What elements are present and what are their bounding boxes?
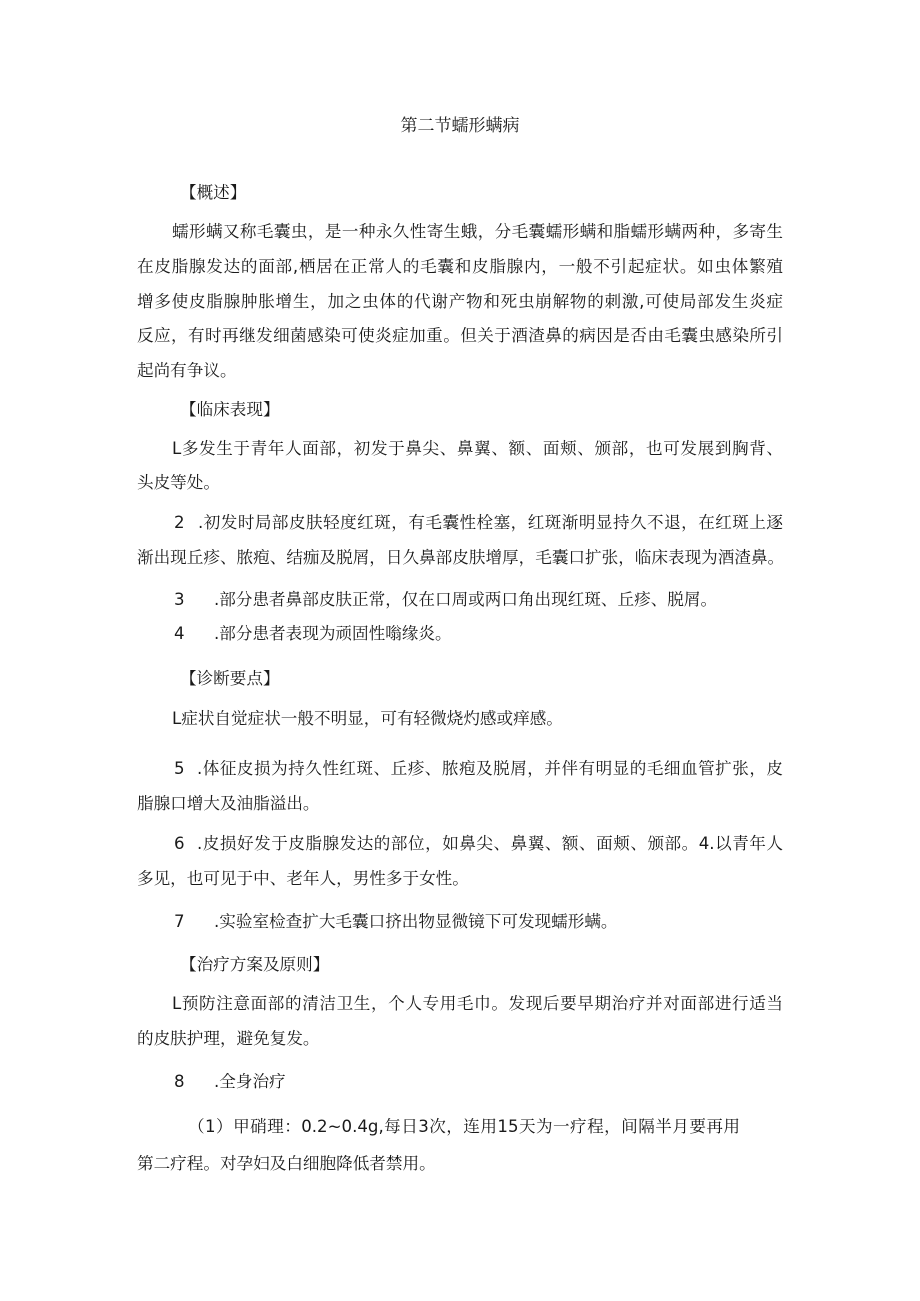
clinical-item-2-number: 2 bbox=[174, 513, 185, 532]
overview-line-2: 在皮脂腺发达的面部,栖居在正常人的毛囊和皮脂腺内，一般不引起症状。如虫体繁殖 bbox=[137, 257, 783, 276]
treatment-sub-1-line-1: （1）甲硝理：0.2~0.4g,每日3次，连用15天为一疗程，间隔半月要再用 bbox=[188, 1117, 740, 1136]
clinical-heading: 【临床表现】 bbox=[180, 400, 280, 419]
treatment-item-8-text: .全身治疗 bbox=[214, 1072, 286, 1091]
overview-line-1: 蠕形螨又称毛囊虫，是一种永久性寄生蛾，分毛囊蠕形螨和脂蠕形螨两种，多寄生 bbox=[172, 222, 783, 241]
diagnosis-heading: 【诊断要点】 bbox=[180, 669, 280, 688]
clinical-item-4-number: 4 bbox=[174, 624, 185, 643]
section-title: 第二节蠕形螨病 bbox=[400, 116, 520, 136]
treatment-sub-1-line-2: 第二疗程。对孕妇及白细胞降低者禁用。 bbox=[137, 1154, 436, 1173]
treatment-item-8-number: 8 bbox=[174, 1072, 185, 1091]
overview-line-5: 起尚有争议。 bbox=[137, 361, 237, 380]
diagnosis-item-5-number: 5 bbox=[174, 759, 185, 778]
clinical-item-3-number: 3 bbox=[174, 590, 185, 609]
clinical-item-2-line-2: 渐出现丘疹、脓疱、结痂及脱屑，日久鼻部皮肤增厚，毛囊口扩张，临床表现为酒渣鼻。 bbox=[137, 548, 785, 567]
overview-line-4: 反应，有时再继发细菌感染可使炎症加重。但关于酒渣鼻的病因是否由毛囊虫感染所引 bbox=[137, 326, 783, 345]
diagnosis-item-5-line-2: 脂腺口增大及油脂溢出。 bbox=[137, 794, 320, 813]
diagnosis-item-1: L症状自觉症状一般不明显，可有轻微烧灼感或痒感。 bbox=[172, 709, 563, 728]
diagnosis-item-7-text: .实验室检查扩大毛囊口挤出物显微镜下可发现蠕形螨。 bbox=[214, 912, 618, 931]
diagnosis-item-5-line-1: .体征皮损为持久性红斑、丘疹、脓疱及脱屑，并伴有明显的毛细血管扩张，皮 bbox=[197, 759, 783, 778]
overview-heading: 【概述】 bbox=[180, 183, 247, 202]
treatment-item-1-line-1: L预防注意面部的清洁卫生，个人专用毛巾。发现后要早期治疗并对面部进行适当 bbox=[172, 994, 783, 1013]
diagnosis-item-7-number: 7 bbox=[174, 912, 185, 931]
clinical-item-2-line-1: .初发时局部皮肤轻度红斑，有毛囊性栓塞，红斑渐明显持久不退，在红斑上逐 bbox=[198, 513, 783, 532]
overview-line-3: 增多使皮脂腺肿胀增生，加之虫体的代谢产物和死虫崩解物的刺激,可使局部发生炎症 bbox=[137, 292, 783, 311]
diagnosis-item-6-line-1: .皮损好发于皮脂腺发达的部位，如鼻尖、鼻翼、额、面颊、颁部。4.以青年人 bbox=[197, 834, 783, 853]
clinical-item-3-text: .部分患者鼻部皮肤正常，仅在口周或两口角出现红斑、丘疹、脱屑。 bbox=[214, 590, 718, 609]
clinical-item-1-line-1: L多发生于青年人面部，初发于鼻尖、鼻翼、额、面颊、颁部，也可发展到胸背、 bbox=[172, 439, 783, 458]
treatment-item-1-line-2: 的皮肤护理，避免复发。 bbox=[137, 1029, 320, 1048]
diagnosis-item-6-line-2: 多见，也可见于中、老年人，男性多于女性。 bbox=[137, 869, 469, 888]
clinical-item-4-text: .部分患者表现为顽固性嗡缘炎。 bbox=[214, 624, 452, 643]
clinical-item-1-line-2: 头皮等处。 bbox=[137, 473, 220, 492]
treatment-heading: 【治疗方案及原则】 bbox=[180, 955, 330, 974]
diagnosis-item-6-number: 6 bbox=[174, 834, 185, 853]
